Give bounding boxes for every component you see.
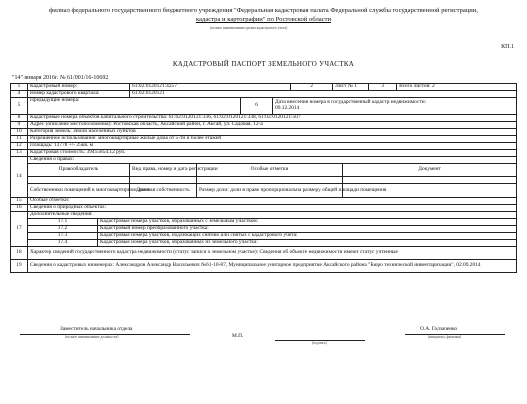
row-number: 6 bbox=[241, 98, 273, 115]
natural-objects: Сведения о природных объектах: bbox=[28, 205, 517, 212]
area: Площадь: 13778 +/- 25кв. м bbox=[28, 143, 517, 150]
row-number: 8 bbox=[11, 115, 28, 122]
signer-position: Заместитель начальника отдела bbox=[60, 326, 133, 332]
rights-header-row bbox=[11, 164, 517, 177]
agency-name-line2 bbox=[6, 16, 521, 24]
row-number: 19 bbox=[11, 260, 28, 273]
row-14-label bbox=[11, 157, 517, 164]
item-text: Кадастровый номер преобразованного участка: bbox=[98, 226, 517, 233]
seal-place: М.П. bbox=[232, 333, 244, 339]
cadastral-number-label: Кадастровый номер: bbox=[28, 84, 130, 91]
row-number: 2 bbox=[291, 84, 333, 91]
cadastral-engineers: Сведения о кадастровых инженерах: Александров Александр Васильевич №61-10-87, Муниципальное унитарное предприятие Аксайского района "Бюро технической инвентаризации", 02.09.2014 bbox=[28, 260, 517, 273]
row-number: 14 bbox=[11, 157, 28, 198]
rights-header-type: Вид права, номер и дата регистрации bbox=[130, 164, 197, 177]
permitted-use: Разрешенное использование: многоквартирные жилые дома от 5-ти и более этажей bbox=[28, 136, 517, 143]
item-number: 17.4 bbox=[28, 240, 98, 247]
row-19 bbox=[11, 260, 517, 273]
row-number: 12 bbox=[11, 143, 28, 150]
rights-header-holder: Правообладатель bbox=[28, 164, 130, 177]
address: Адрес (описание местоположения): Ростовская область, Аксайский район, г. Аксай, ул. Садовая, 12-а bbox=[28, 122, 517, 129]
item-number: 17.3 bbox=[28, 233, 98, 240]
land-category: Категория земель: Земли населённых пунктов bbox=[28, 129, 517, 136]
cadastral-number-value: 61:02:0120121:4257 bbox=[130, 84, 291, 91]
construction-objects: Кадастровые номера объектов капитального строительства: 61:02:0120121:336, 61:02:0120121:338, 61:02:0120121:507 bbox=[28, 115, 517, 122]
sheets-total: Всего листов: 2 bbox=[397, 84, 517, 91]
row-4 bbox=[11, 91, 517, 98]
rights-header-notes: Особые отметки bbox=[197, 164, 343, 177]
agency-name-line2-text: кадастра и картографии" по Ростовской области bbox=[195, 16, 332, 23]
registration-date bbox=[273, 98, 517, 115]
row-number: 16 bbox=[11, 205, 28, 212]
row-number: 4 bbox=[11, 91, 28, 98]
record-status: Характер сведений государственного кадастра недвижимости (статус записи о земельном участке): Сведения об объекте недвижимости имеют статус учтенные bbox=[28, 247, 517, 260]
additional-item bbox=[11, 240, 517, 247]
additional-item bbox=[11, 219, 517, 226]
agency-caption: (полное наименование органа кадастрового учета) bbox=[210, 26, 288, 30]
row-17-label bbox=[11, 212, 517, 219]
row-number: 3 bbox=[369, 84, 397, 91]
item-text: Кадастровые номера участков, образованных с земельным участком: bbox=[98, 219, 517, 226]
document-date-number: "14" января 2016г. № 61/001/16-10692 bbox=[12, 75, 109, 81]
registration-date-label: Дата внесения номера в государственный кадастр недвижимости: bbox=[275, 99, 427, 106]
document-title: КАДАСТРОВЫЙ ПАСПОРТ ЗЕМЕЛЬНОГО УЧАСТКА bbox=[172, 60, 355, 68]
signer-name: О.А. Голзаченко bbox=[420, 326, 458, 332]
quarter-number-value: 61:02:0120121 bbox=[130, 91, 517, 98]
item-text: Кадастровые номера участков, подлежащих снятию или снятых с кадастрового учета: bbox=[98, 233, 517, 240]
row-number: 9 bbox=[11, 122, 28, 129]
name-caption: (инициалы, фамилия) bbox=[428, 335, 462, 339]
row-number: 1 bbox=[11, 84, 28, 91]
rights-label: Сведения о правах: bbox=[28, 157, 517, 164]
row-18 bbox=[11, 247, 517, 260]
item-number: 17.1 bbox=[28, 219, 98, 226]
signature-caption: (подпись) bbox=[312, 341, 327, 345]
additional-item bbox=[11, 233, 517, 240]
rights-holder: Собственники помещений в многоквартирном доме bbox=[28, 184, 130, 198]
row-number: 13 bbox=[11, 150, 28, 157]
passport-table bbox=[10, 83, 517, 273]
rights-notes: Размер доли: доли в праве пропорциональна размеру общей площади помещения bbox=[197, 184, 343, 198]
rights-type: Долевая собственность bbox=[130, 184, 197, 198]
agency-name-line1: филиал федерального государственного бюджетного учреждения "Федеральная кадастровая палата Федеральной службы государственной регистрации, bbox=[48, 7, 479, 14]
row-number: 15 bbox=[11, 198, 28, 205]
previous-numbers-label: Предыдущие номера: bbox=[28, 98, 241, 115]
row-5 bbox=[11, 98, 517, 115]
row-number: 17 bbox=[11, 212, 28, 247]
rights-index-row bbox=[11, 177, 517, 184]
cadastral-value: Кадастровая стоимость: 39455854.12 руб. bbox=[28, 150, 517, 157]
item-text: Кадастровые номера участков, образованных из земельного участка: bbox=[98, 240, 517, 247]
sheet-number: Лист № 1 bbox=[333, 84, 369, 91]
item-number: 17.2 bbox=[28, 226, 98, 233]
position-caption: (полное наименование должности) bbox=[65, 335, 119, 339]
quarter-number-label: Номер кадастрового квартала: bbox=[28, 91, 130, 98]
row-number: 18 bbox=[11, 247, 28, 260]
row-number: 11 bbox=[11, 136, 28, 143]
rights-header-document: Документ bbox=[343, 164, 517, 177]
row-13 bbox=[11, 150, 517, 157]
form-code: КП.1 bbox=[501, 44, 514, 50]
rights-data-row bbox=[11, 184, 517, 198]
special-notes: Особые отметки: bbox=[28, 198, 517, 205]
additional-info-label: Дополнительные сведения: bbox=[28, 212, 517, 219]
row-number: 10 bbox=[11, 129, 28, 136]
registration-date-value: 09.12.2014 bbox=[275, 105, 300, 111]
row-number: 5 bbox=[11, 98, 28, 115]
